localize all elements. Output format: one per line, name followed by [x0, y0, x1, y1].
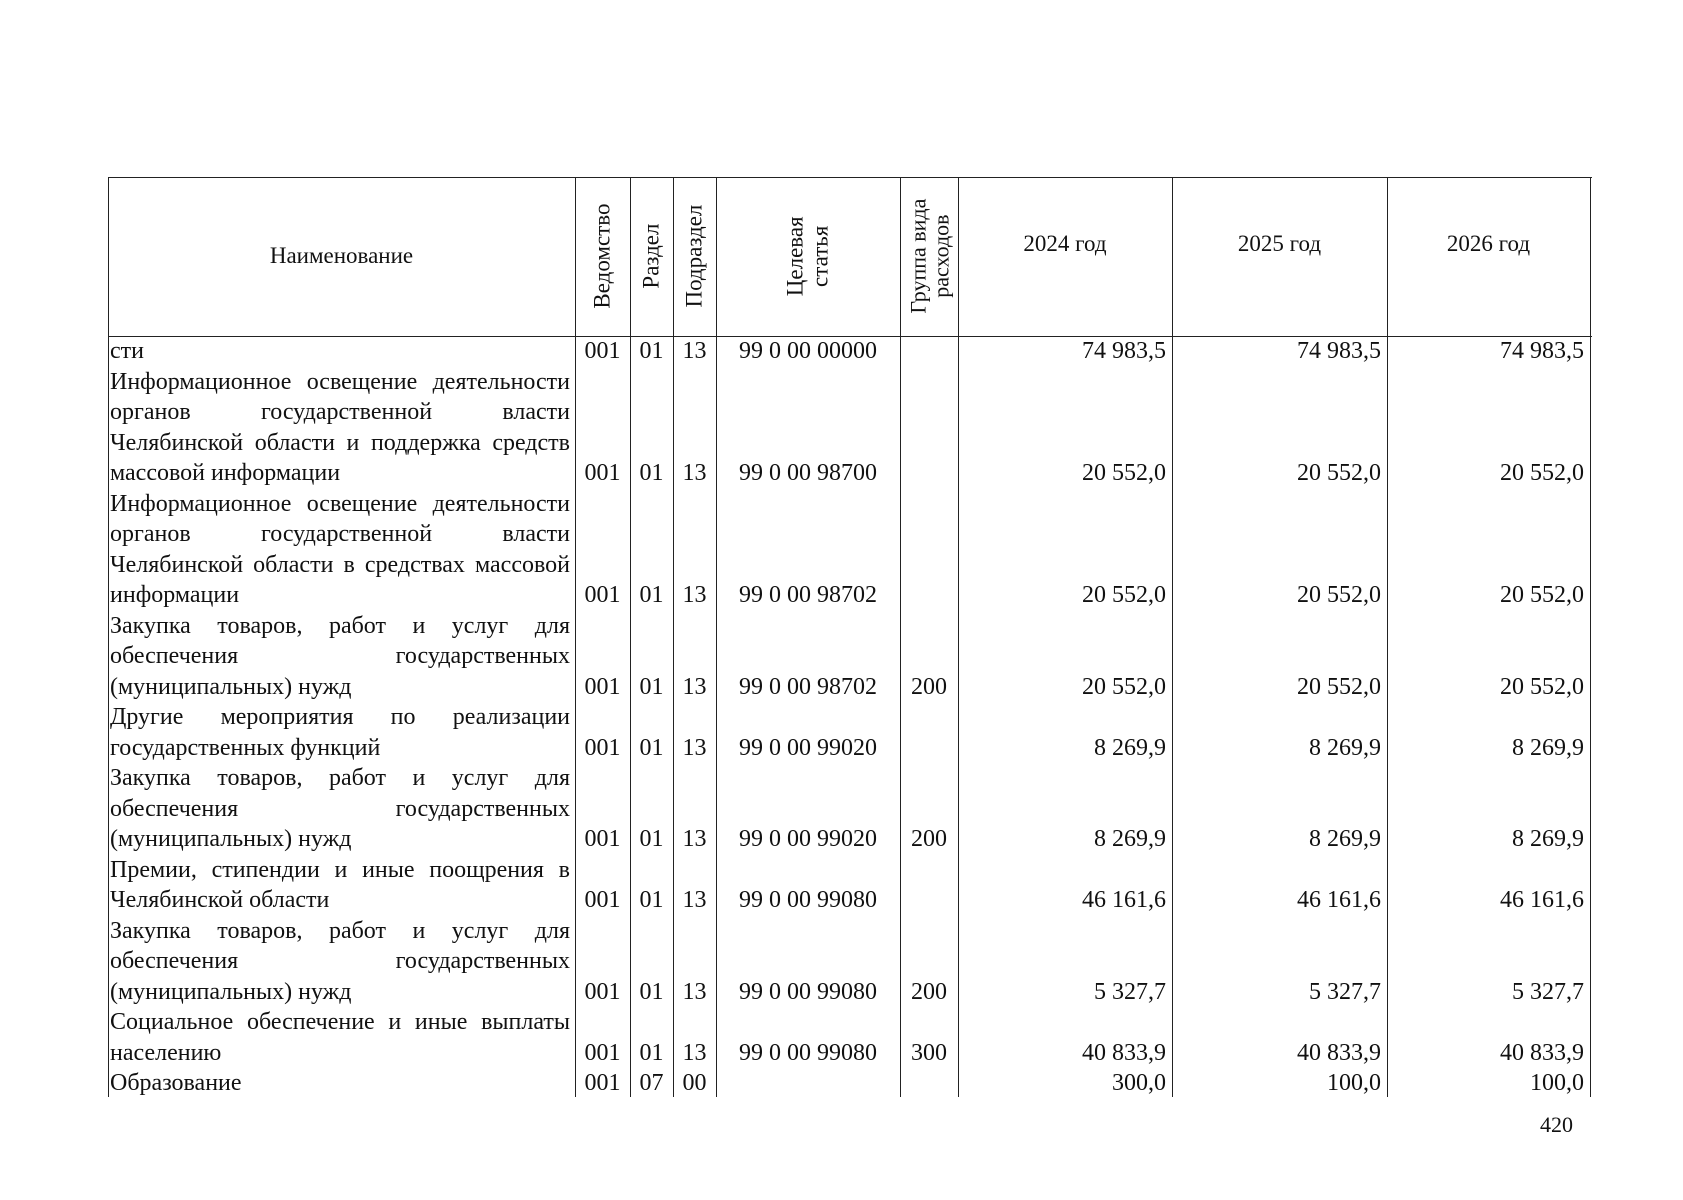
row-y2025: 100,0 [1327, 1070, 1381, 1096]
table-row [108, 489, 1592, 611]
row-y2026: 40 833,9 [1500, 1039, 1584, 1066]
row-y2026: 5 327,7 [1512, 978, 1584, 1005]
row-y2024: 20 552,0 [1082, 460, 1166, 486]
row-cs: 99 0 00 99080 [739, 1039, 877, 1066]
row-pr: 13 [682, 826, 707, 852]
row-ved: 001 [584, 1039, 621, 1066]
row-y2026: 74 983,5 [1500, 338, 1584, 364]
row-y2024: 40 833,9 [1082, 1039, 1166, 1066]
table-row [108, 367, 1592, 489]
row-y2025: 20 552,0 [1297, 673, 1381, 700]
row-name: Закупка товаров, работ и услуг для обеспечения государственных (муниципальных) нужд [110, 765, 570, 852]
row-y2025: 46 161,6 [1297, 887, 1381, 913]
header-2025-text: 2025 год [1237, 231, 1322, 257]
row-rz: 01 [639, 338, 664, 364]
row-name: Информационное освещение деятельности органов государственной власти Челябинской области и поддержка средств массовой информации [110, 368, 570, 486]
row-y2026: 8 269,9 [1512, 826, 1584, 852]
row-y2024: 5 327,7 [1094, 978, 1166, 1005]
row-cs: 99 0 00 00000 [739, 338, 877, 364]
row-rz: 01 [639, 582, 664, 608]
row-cs: 99 0 00 99020 [739, 826, 877, 852]
row-y2025: 40 833,9 [1297, 1039, 1381, 1066]
row-ved: 001 [584, 887, 621, 913]
table-row [108, 916, 1592, 1008]
header-razdel-text: Раздел [638, 223, 664, 290]
row-vr: 200 [911, 978, 947, 1005]
row-cs: 99 0 00 99020 [739, 734, 877, 761]
header-name-text: Наименование [269, 243, 414, 269]
row-pr: 13 [682, 338, 707, 364]
row-name: Закупка товаров, работ и услуг для обеспечения государственных (муниципальных) нужд [110, 612, 570, 700]
header-2024-text: 2024 год [1023, 231, 1107, 257]
header-2026-text: 2026 год [1446, 231, 1531, 257]
row-rz: 01 [639, 673, 664, 700]
row-cs: 99 0 00 98700 [739, 460, 877, 486]
row-cs: 99 0 00 98702 [739, 673, 877, 700]
row-cs: 99 0 00 99080 [739, 887, 877, 913]
header-razdel [630, 177, 673, 336]
header-2025 [1172, 177, 1387, 312]
row-pr: 13 [682, 460, 707, 486]
row-y2024: 20 552,0 [1082, 582, 1166, 608]
row-y2026: 20 552,0 [1500, 460, 1584, 486]
row-rz: 01 [639, 460, 664, 486]
row-y2024: 74 983,5 [1082, 338, 1166, 364]
header-celevaya-line1: Целевая [782, 216, 808, 297]
header-gruppa [900, 177, 958, 336]
header-2024 [958, 177, 1172, 312]
row-pr: 13 [682, 1039, 707, 1066]
header-gruppa-line2: расходов [928, 214, 954, 299]
header-celevaya-line2: статья [807, 225, 833, 288]
row-rz: 01 [639, 887, 664, 913]
row-y2026: 20 552,0 [1500, 673, 1584, 700]
row-rz: 01 [639, 826, 664, 852]
row-ved: 001 [584, 734, 621, 761]
row-pr: 13 [682, 978, 707, 1005]
row-ved: 001 [584, 460, 621, 486]
row-name: Премии, стипендии и иные поощрения в Челябинской области [110, 856, 570, 913]
row-y2025: 5 327,7 [1309, 978, 1381, 1005]
page-number: 420 [1540, 1112, 1573, 1137]
row-pr: 13 [682, 582, 707, 608]
row-vr: 300 [911, 1039, 947, 1066]
header-vedomstvo-text: Ведомство [589, 203, 615, 310]
row-name: сти [110, 338, 144, 364]
row-rz: 01 [639, 978, 664, 1005]
header-podrazdel-text: Подраздел [681, 205, 707, 308]
row-rz: 07 [639, 1070, 664, 1096]
header-name [108, 177, 575, 336]
table-row [108, 855, 1592, 916]
row-pr: 00 [682, 1070, 707, 1096]
row-y2024: 20 552,0 [1082, 673, 1166, 700]
row-rz: 01 [639, 734, 664, 761]
table-row [108, 763, 1592, 855]
header-celevaya [716, 177, 900, 336]
row-y2024: 8 269,9 [1094, 734, 1166, 761]
row-ved: 001 [584, 826, 621, 852]
row-vr: 200 [911, 673, 947, 700]
row-name: Социальное обеспечение и иные выплаты населению [110, 1009, 570, 1066]
row-name: Другие мероприятия по реализации государственных функций [110, 704, 570, 761]
row-ved: 001 [584, 1070, 621, 1096]
table-row [108, 1007, 1592, 1068]
row-ved: 001 [584, 582, 621, 608]
row-cs: 99 0 00 99080 [739, 978, 877, 1005]
row-y2025: 20 552,0 [1297, 460, 1381, 486]
row-y2025: 8 269,9 [1309, 734, 1381, 761]
row-name: Информационное освещение деятельности органов государственной власти Челябинской области в средствах массовой информации [110, 490, 570, 608]
row-ved: 001 [584, 338, 621, 364]
table-row [108, 336, 1592, 367]
row-cs: 99 0 00 98702 [739, 582, 877, 608]
header-2026 [1387, 177, 1590, 312]
row-y2024: 8 269,9 [1094, 826, 1166, 852]
table-row [108, 1068, 1592, 1099]
row-pr: 13 [682, 887, 707, 913]
row-y2024: 300,0 [1112, 1070, 1166, 1096]
row-vr: 200 [911, 826, 947, 852]
header-gruppa-line1: Группа вида [904, 199, 930, 314]
row-name: Образование [110, 1070, 242, 1096]
row-y2026: 8 269,9 [1512, 734, 1584, 761]
row-y2025: 74 983,5 [1297, 338, 1381, 364]
row-y2026: 46 161,6 [1500, 887, 1584, 913]
row-y2024: 46 161,6 [1082, 887, 1166, 913]
row-y2025: 20 552,0 [1297, 582, 1381, 608]
row-y2025: 8 269,9 [1309, 826, 1381, 852]
table-row [108, 611, 1592, 703]
row-ved: 001 [584, 673, 621, 700]
row-pr: 13 [682, 673, 707, 700]
row-ved: 001 [584, 978, 621, 1005]
header-vedomstvo [575, 177, 630, 336]
table-row [108, 702, 1592, 763]
header-podrazdel [673, 177, 716, 336]
row-y2026: 100,0 [1530, 1070, 1584, 1096]
row-name: Закупка товаров, работ и услуг для обеспечения государственных (муниципальных) нужд [110, 917, 570, 1005]
row-rz: 01 [639, 1039, 664, 1066]
row-pr: 13 [682, 734, 707, 761]
row-y2026: 20 552,0 [1500, 582, 1584, 608]
